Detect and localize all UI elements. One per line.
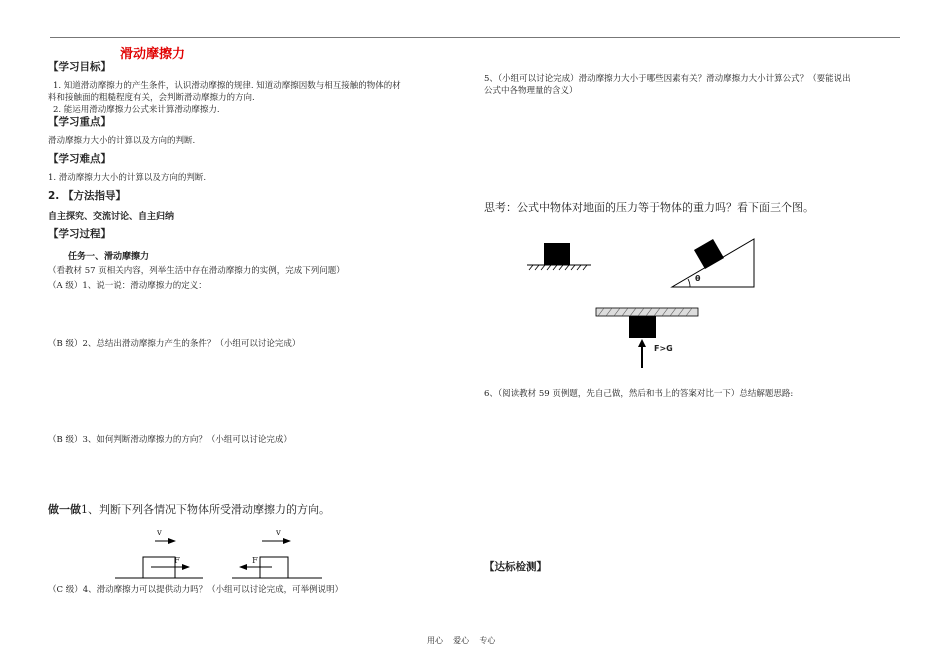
do-it-prompt	[48, 501, 330, 517]
page-title: 滑动摩擦力	[120, 47, 186, 62]
check-heading: 【达标检测】	[484, 561, 547, 573]
goal-1-line-2: 料和接触面的粗糙程度有关，会判断滑动摩擦力的方向.	[48, 93, 255, 103]
task-1-heading: 任务一、滑动摩擦力	[68, 252, 150, 262]
question-2: （B 级）2、总结出滑动摩擦力产生的条件？（小组可以讨论完成）	[48, 339, 301, 349]
task-1-note: （看教材 57 页相关内容，列举生活中存在滑动摩擦力的实例，完成下列问题）	[48, 266, 345, 276]
fig2-f-label: F	[252, 556, 258, 566]
method-heading: 2. 【方法指导】	[48, 190, 126, 202]
ground-hatching	[529, 265, 587, 270]
ceiling-figure	[594, 306, 700, 370]
do-it-text: 1、判断下列各情况下物体所受滑动摩擦力的方向。	[81, 503, 330, 516]
key-text: 滑动摩擦力大小的计算以及方向的判断.	[48, 136, 196, 146]
flat-ground-figure	[527, 240, 593, 272]
key-heading: 【学习重点】	[48, 116, 111, 128]
fig2-v-label: v	[276, 528, 281, 538]
think-prompt: 思考：公式中物体对地面的压力等于物体的重力吗？看下面三个图。	[484, 201, 814, 214]
block	[629, 316, 656, 338]
question-5-line-1: 5、（小组可以讨论完成）滑动摩擦力大小于哪些因素有关？滑动摩擦力大小计算公式？（要能说出	[484, 74, 851, 84]
fig1-v-label: v	[157, 528, 162, 538]
incline-figure	[672, 233, 758, 291]
footer-text: 用心 爱心 专心	[427, 636, 496, 645]
theta-label: θ	[695, 274, 701, 283]
question-6: 6、（阅读教材 59 页例题，先自己做，然后和书上的答案对比一下）总结解题思路:	[484, 389, 794, 399]
question-3: （B 级）3、如何判断滑动摩擦力的方向？（小组可以讨论完成）	[48, 435, 292, 445]
question-5-line-2: 公式中各物理量的含义）	[484, 86, 578, 96]
goal-1-line-1: 1. 知道滑动摩擦力的产生条件，认识滑动摩擦的规律. 知道动摩擦因数与相互接触的物体的材	[53, 81, 401, 91]
block	[544, 243, 570, 265]
f-greater-g-label: F>G	[654, 344, 673, 353]
goal-2: 2. 能运用滑动摩擦力公式来计算滑动摩擦力.	[53, 105, 220, 115]
fig1-f-label: F	[174, 556, 180, 566]
method-text: 自主探究、交流讨论、自主归纳	[48, 212, 175, 222]
question-4: （C 级）4、滑动摩擦力可以提供动力吗？（小组可以讨论完成，可举例说明）	[48, 585, 344, 595]
difficulty-heading: 【学习难点】	[48, 153, 111, 165]
difficulty-text: 1. 滑动摩擦力大小的计算以及方向的判断.	[48, 173, 207, 183]
process-heading: 【学习过程】	[48, 228, 111, 240]
question-1: （A 级）1、说一说：滑动摩擦力的定义：	[48, 281, 207, 291]
force-arrow-head	[638, 339, 646, 347]
do-it-label: 做一做	[48, 503, 81, 516]
header-rule	[50, 37, 900, 38]
goals-heading: 【学习目标】	[48, 61, 111, 73]
